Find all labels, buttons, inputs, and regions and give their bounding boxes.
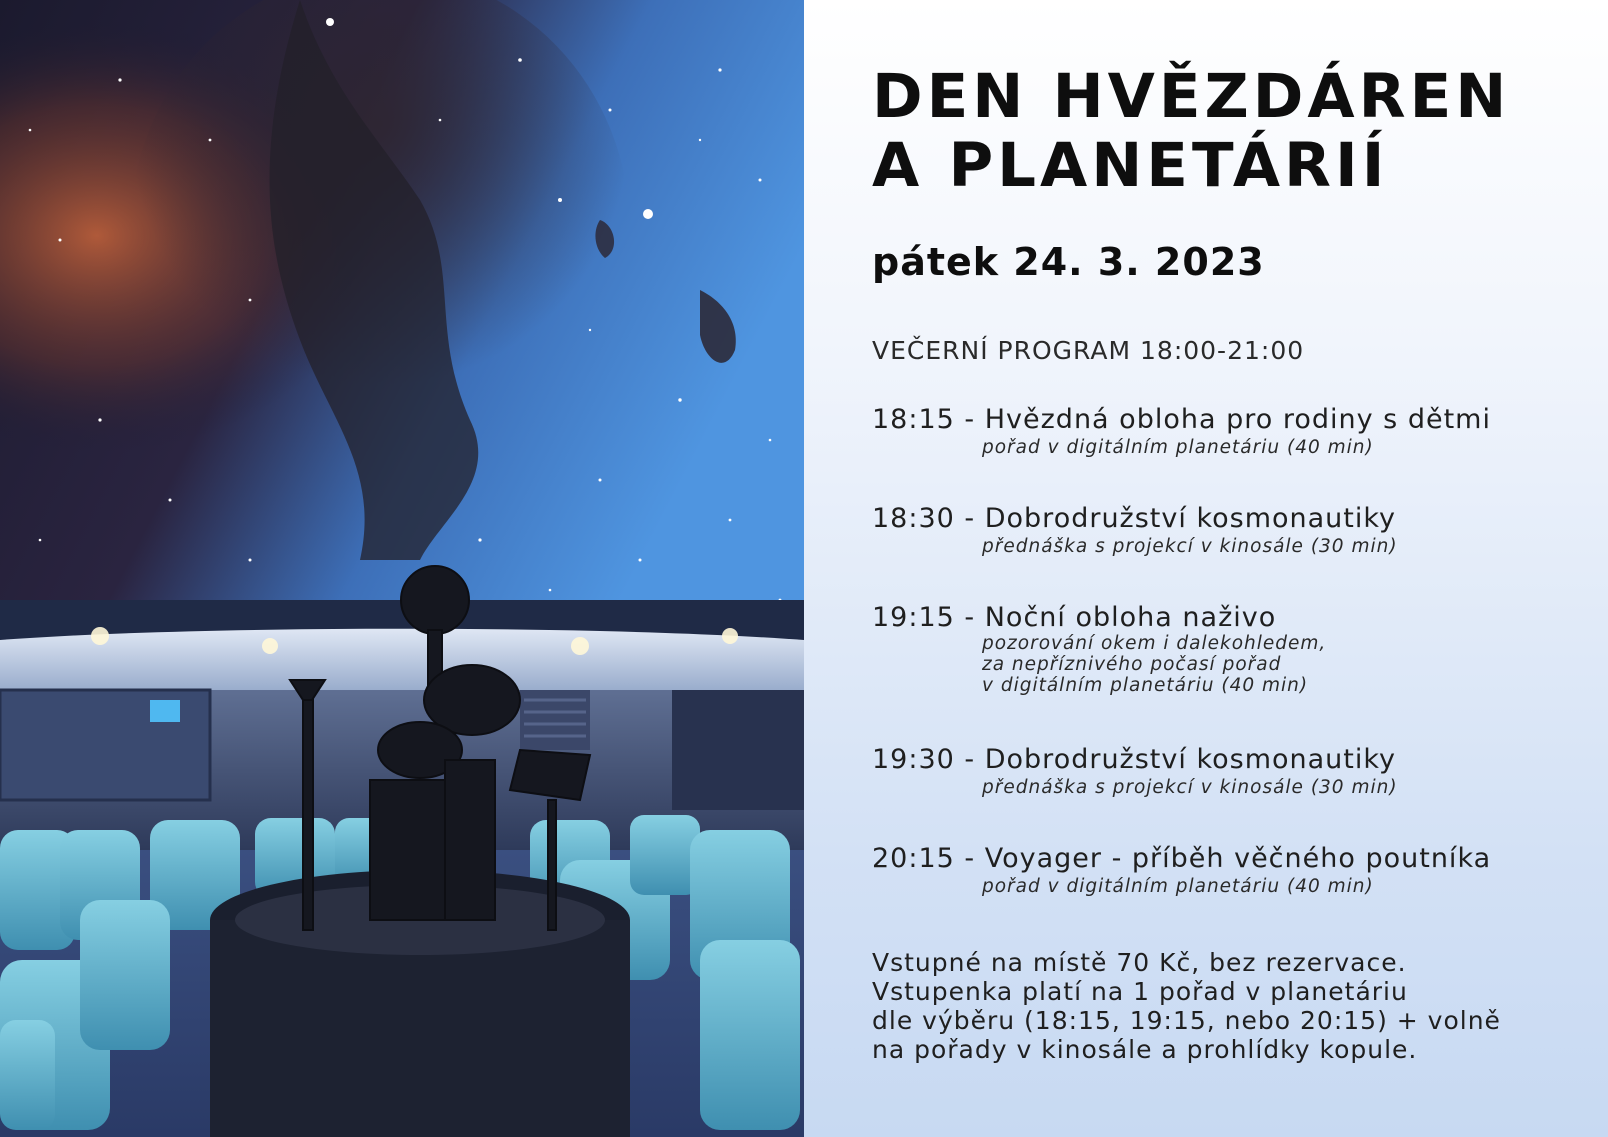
- evening-program-heading: VEČERNÍ PROGRAM 18:00-21:00: [872, 336, 1305, 365]
- program-item: [872, 843, 1491, 897]
- program-item-main: 19:15 - Noční obloha naživo: [872, 602, 1277, 633]
- program-item-note: přednáška s projekcí v kinosále (30 min): [982, 536, 1398, 557]
- title-line-1: DEN HVĚZDÁREN: [872, 61, 1511, 132]
- pricing-info: [872, 948, 1592, 1064]
- program-item-title: Voyager - příběh věčného poutníka: [984, 843, 1492, 874]
- program-item-time: 19:15: [872, 602, 955, 633]
- pricing-line: Vstupné na místě 70 Kč, bez rezervace.: [872, 948, 1407, 977]
- program-item-title: Noční obloha naživo: [984, 602, 1277, 633]
- pricing-line: Vstupenka platí na 1 pořad v planetáriu: [872, 977, 1408, 1006]
- program-item-time: 20:15: [872, 843, 955, 874]
- program-item-title: Hvězdná obloha pro rodiny s dětmi: [984, 404, 1491, 435]
- event-date: pátek 24. 3. 2023: [872, 240, 1265, 284]
- program-item: [872, 602, 1326, 696]
- program-item-note: přednáška s projekcí v kinosále (30 min): [982, 777, 1398, 798]
- program-item: [872, 744, 1398, 798]
- pricing-line: na pořady v kinosále a prohlídky kopule.: [872, 1035, 1418, 1064]
- program-item-time: 18:15: [872, 404, 955, 435]
- program-item-note: pozorování okem i dalekohledem, za nepříznivého počasí pořad v digitálním planetáriu (40 min): [982, 633, 1327, 696]
- program-item-title: Dobrodružství kosmonautiky: [984, 503, 1397, 534]
- title-line-2: A PLANETÁRIÍ: [872, 130, 1389, 201]
- program-item-main: 19:30 - Dobrodružství kosmonautiky: [872, 744, 1397, 775]
- program-item-main: 18:15 - Hvězdná obloha pro rodiny s dětmi: [872, 404, 1491, 435]
- program-item-time: 18:30: [872, 503, 955, 534]
- program-item-main: 18:30 - Dobrodružství kosmonautiky: [872, 503, 1397, 534]
- pricing-line: dle výběru (18:15, 19:15, nebo 20:15) + volně: [872, 1006, 1501, 1035]
- program-item: [872, 503, 1398, 557]
- program-item-title: Dobrodružství kosmonautiky: [984, 744, 1397, 775]
- text-panel: [804, 0, 1608, 1137]
- program-item-note: pořad v digitálním planetáriu (40 min): [982, 437, 1374, 458]
- program-item-main: 20:15 - Voyager - příběh věčného poutníka: [872, 843, 1492, 874]
- program-item-time: 19:30: [872, 744, 955, 775]
- poster-title: [872, 62, 1510, 200]
- program-item-note: pořad v digitálním planetáriu (40 min): [982, 876, 1374, 897]
- program-item: [872, 404, 1491, 458]
